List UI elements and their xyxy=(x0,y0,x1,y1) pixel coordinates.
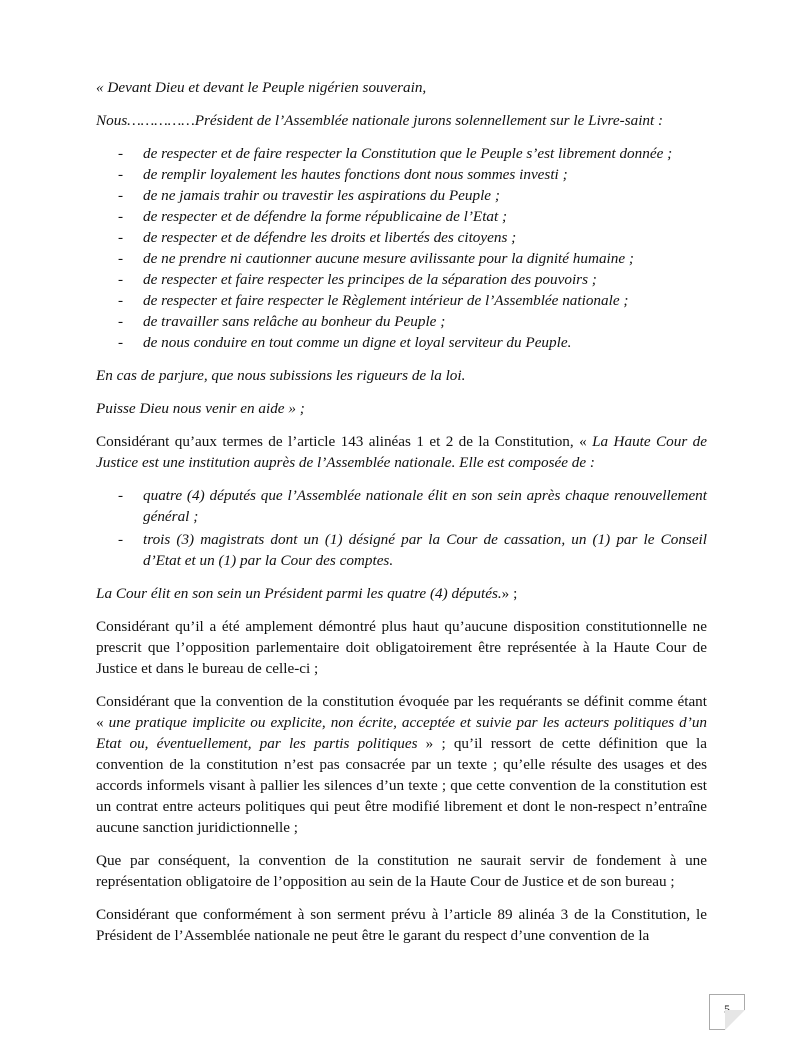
oath-opening: « Devant Dieu et devant le Peuple nigérien souverain, xyxy=(96,79,427,96)
list-item: - de respecter et faire respecter les principes de la séparation des pouvoirs ; xyxy=(118,271,597,288)
list-item: - de respecter et de défendre les droits et libertés des citoyens ; xyxy=(118,229,517,246)
dash-marker: - xyxy=(118,229,124,246)
dash-marker: - xyxy=(118,487,124,504)
oath-closing: Puisse Dieu nous venir en aide » ; xyxy=(96,400,305,417)
dash-marker: - xyxy=(118,531,124,548)
oath-list xyxy=(96,143,707,353)
list-item: - de respecter et de défendre la forme républicaine de l’Etat ; xyxy=(118,208,508,225)
serment-paragraph: Considérant que conformément à son serment prévu à l’article 89 alinéa 3 de la Constitution, le Président de l’Assemblée nationale ne peut être le garant du respect d’une convention de la xyxy=(96,906,707,944)
consequence-paragraph: Que par conséquent, la convention de la constitution ne saurait servir de fondement à une représentation obligatoire de l’opposition au sein de la Haute Cour de Justice et de son bureau ; xyxy=(96,852,707,890)
list-item: - de ne prendre ni cautionner aucune mesure avilissante pour la dignité humaine ; xyxy=(118,250,634,267)
list-item: - de respecter et faire respecter le Règlement intérieur de l’Assemblée nationale ; xyxy=(118,292,629,309)
dash-marker: - xyxy=(118,145,124,162)
list-item: - de travailler sans relâche au bonheur du Peuple ; xyxy=(118,313,446,330)
dash-marker: - xyxy=(118,292,124,309)
list-item: - de remplir loyalement les hautes fonctions dont nous sommes investi ; xyxy=(118,166,568,183)
dash-marker: - xyxy=(118,250,124,267)
oath-nous: Nous……………Président de l’Assemblée nationale jurons solennellement sur le Livre-saint : xyxy=(96,112,664,129)
document-body xyxy=(96,77,707,958)
page-number-box xyxy=(709,994,745,1030)
dash-marker: - xyxy=(118,208,124,225)
page-number: 5 xyxy=(724,1002,730,1016)
article-143-list xyxy=(96,485,707,571)
dash-marker: - xyxy=(118,187,124,204)
list-item: - de ne jamais trahir ou travestir les aspirations du Peuple ; xyxy=(118,187,500,204)
dash-marker: - xyxy=(118,271,124,288)
dash-marker: - xyxy=(118,313,124,330)
opposition-paragraph: Considérant qu’il a été amplement démontré plus haut qu’aucune disposition constitutionnelle ne prescrit que l’opposition parlementaire doit obligatoirement être représentée à la Haute Cour de Justice et dans le bureau de celle-ci ; xyxy=(96,618,707,677)
list-item: - de respecter et de faire respecter la Constitution que le Peuple s’est librement donnée ; xyxy=(118,145,673,162)
page-curl-icon xyxy=(725,1010,745,1030)
article-143-paragraph: Considérant qu’aux termes de l’article 143 alinéas 1 et 2 de la Constitution, « La Haute Cour de Justice est une institution auprès de l’Assemblée nationale. Elle est composée de : xyxy=(96,433,707,471)
convention-paragraph: Considérant que la convention de la constitution évoquée par les requérants se définit comme étant « une pratique implicite ou explicite, non écrite, acceptée et suivie par les acteurs politiques d’un Etat ou, éventuellement, par les partis politiques » ; qu’il ressort de cette définition que la convention de la constitution n’est pas consacrée par un texte ; qu’elle résulte des usages et des accords informels visant à pallier les silences d’un texte ; que cette convention de la constitution est un contrat entre acteurs politiques qui peut être modifié librement et dont le non-respect n’entraîne aucune sanction juridictionnelle ; xyxy=(96,693,708,836)
dash-marker: - xyxy=(118,166,124,183)
oath-parjure: En cas de parjure, que nous subissions les rigueurs de la loi. xyxy=(96,367,466,384)
list-item: - trois (3) magistrats dont un (1) désigné par la Cour de cassation, un (1) par le Conseil d’Etat et un (1) par la Cour des comptes. xyxy=(118,531,707,569)
article-143-closing: La Cour élit en son sein un Président parmi les quatre (4) députés.» ; xyxy=(96,585,518,602)
list-item: - de nous conduire en tout comme un digne et loyal serviteur du Peuple. xyxy=(118,334,572,351)
list-item: - quatre (4) députés que l’Assemblée nationale élit en son sein après chaque renouvellement général ; xyxy=(118,487,707,525)
dash-marker: - xyxy=(118,334,124,351)
